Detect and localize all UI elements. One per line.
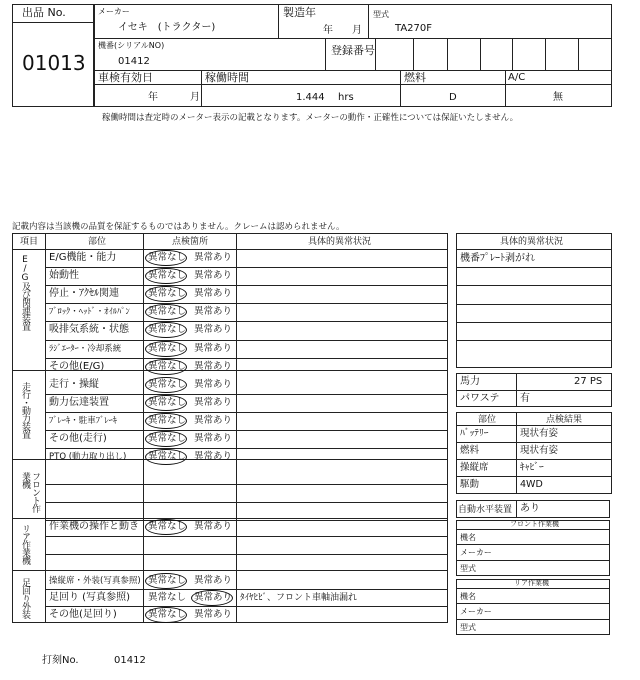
selected-status-marker xyxy=(145,519,187,535)
maker-label: メーカー xyxy=(98,7,130,16)
selected-status-marker xyxy=(145,413,187,429)
year-unit-year: 年 xyxy=(323,25,333,36)
status-ok: 異常なし xyxy=(148,379,187,390)
inspection-result: ｷｬﾋﾞｰ xyxy=(520,462,544,473)
status-ng: 異常あり xyxy=(194,521,233,532)
power-steering-value: 有 xyxy=(520,393,530,404)
status-ng: 異常あり xyxy=(194,433,233,444)
status-ng: 異常あり xyxy=(194,379,233,390)
status-ok: 異常なし xyxy=(148,342,187,354)
status-ok: 異常なし xyxy=(148,360,187,372)
part-label: PTO (動力取り出し) xyxy=(49,452,127,462)
part-label: 停止・ｱｸｾﾙ関連 xyxy=(49,288,119,300)
model-value: TA270F xyxy=(395,23,433,34)
inspection-month: 月 xyxy=(190,92,200,103)
rear-implement-title: リア作業機 xyxy=(514,579,549,587)
inspection-result: 現状有姿 xyxy=(520,428,559,439)
inspection-result: 現状有姿 xyxy=(520,445,559,456)
section-label: リア作業機 xyxy=(20,524,30,564)
status-ng: 異常あり xyxy=(194,592,233,603)
power-value: 27 PS xyxy=(574,376,603,387)
ac-label: A/C xyxy=(508,72,526,83)
rear-field-model: 型式 xyxy=(460,623,476,632)
row-divider xyxy=(45,285,448,286)
selected-status-marker xyxy=(145,431,187,447)
row-divider xyxy=(45,430,448,431)
section-label: 足回り外装 xyxy=(20,578,30,618)
col-part: 部位 xyxy=(88,237,107,247)
serial-value: 01412 xyxy=(118,56,150,67)
stamp-label: 打刻No. xyxy=(42,655,79,666)
part-label: ﾌﾞﾚｰｷ・駐車ﾌﾞﾚｰｷ xyxy=(49,416,118,426)
section-label: フロント作業機 xyxy=(20,472,40,512)
selected-status-marker xyxy=(145,341,187,357)
status-ng: 異常あり xyxy=(194,415,233,426)
status-ok: 異常なし xyxy=(148,397,187,408)
status-ok: 異常なし xyxy=(148,252,187,263)
status-ok: 異常なし xyxy=(148,324,187,336)
year-label: 製造年 xyxy=(283,6,316,19)
hours-label: 稼働時間 xyxy=(205,71,249,84)
hours-unit: hrs xyxy=(338,92,354,103)
selected-status-marker xyxy=(145,395,187,411)
status-ng: 異常あり xyxy=(194,397,233,408)
lot-label: 出品 No. xyxy=(22,6,66,19)
status-ok: 異常なし xyxy=(148,451,187,462)
col-detail: 具体的異常状況 xyxy=(308,237,372,247)
row-divider xyxy=(45,412,448,413)
status-ok: 異常なし xyxy=(148,415,187,426)
inspection-result: 4WD xyxy=(520,479,543,490)
row-divider xyxy=(45,554,448,555)
row-divider xyxy=(45,606,448,607)
inspection-part: 操縦席 xyxy=(460,462,489,473)
selected-status-marker xyxy=(145,377,187,393)
model-label: 型式 xyxy=(373,10,389,19)
status-ng: 異常あり xyxy=(194,324,233,336)
part-label: 操縦席・外装(写真参照) xyxy=(49,576,141,586)
auto-level-value: あり xyxy=(520,503,540,514)
status-ng: 異常あり xyxy=(194,342,233,354)
status-ng: 異常あり xyxy=(194,288,233,300)
status-ng: 異常あり xyxy=(194,451,233,462)
inspection-part: ﾊﾞｯﾃﾘｰ xyxy=(460,428,489,439)
hours-notice: 稼働時間は査定時のメーター表示の記載となります。メーターの動作・正確性については保証いたしません。 xyxy=(102,113,519,123)
inspection-label: 車検有効日 xyxy=(98,71,153,84)
status-ng: 異常あり xyxy=(194,252,233,263)
selected-status-marker xyxy=(145,573,187,589)
row-divider xyxy=(45,340,448,341)
serial-label: 機番(シリアルNO) xyxy=(98,41,165,50)
maker-value: イセキ (トラクター) xyxy=(118,22,216,33)
col-item: 項目 xyxy=(20,237,39,247)
col-check: 点検箇所 xyxy=(172,237,209,247)
row-divider xyxy=(45,394,448,395)
part-label: その他(走行) xyxy=(49,433,107,444)
status-ng: 異常あり xyxy=(194,609,233,620)
row-divider xyxy=(45,321,448,322)
part-label: E/G機能・能力 xyxy=(49,252,117,263)
status-ng: 異常あり xyxy=(194,306,233,318)
status-ok: 異常なし xyxy=(148,609,187,620)
section-label: E/G及び関連装置 xyxy=(20,255,30,330)
status-ng: 異常あり xyxy=(194,360,233,372)
status-ok: 異常なし xyxy=(148,592,187,603)
front-field-maker: メーカー xyxy=(460,548,492,557)
rear-field-name: 機名 xyxy=(460,592,476,601)
status-ok: 異常なし xyxy=(148,433,187,444)
row-divider xyxy=(45,303,448,304)
selected-status-marker xyxy=(145,449,187,465)
front-implement-title: フロント作業機 xyxy=(510,520,559,528)
section-divider xyxy=(12,518,448,519)
status-ok: 異常なし xyxy=(148,306,187,318)
part-label: ﾗｼﾞｴｰﾀｰ・冷却系統 xyxy=(49,343,122,354)
status-ng: 異常あり xyxy=(194,270,233,282)
selected-status-marker xyxy=(145,250,187,266)
selected-status-marker xyxy=(145,607,187,623)
auto-level-label: 自動水平装置 xyxy=(458,505,513,515)
row-divider xyxy=(45,448,448,449)
status-ok: 異常なし xyxy=(148,521,187,532)
part-label: 吸排気系統・状態 xyxy=(49,324,129,336)
part-label: ﾌﾞﾛｯｸ・ﾍｯﾄﾞ・ｵｲﾙﾊﾟﾝ xyxy=(49,307,130,318)
section-divider xyxy=(12,570,448,571)
front-field-name: 機名 xyxy=(460,533,476,542)
status-ok: 異常なし xyxy=(148,270,187,282)
fuel-value: D xyxy=(449,92,457,103)
result-col: 点検結果 xyxy=(546,415,583,425)
status-ok: 異常なし xyxy=(148,288,187,300)
status-ng: 異常あり xyxy=(194,575,233,586)
power-label: 馬力 xyxy=(460,376,480,387)
lot-number: 01013 xyxy=(22,51,86,75)
row-divider xyxy=(45,484,448,485)
power-steering-label: パワステ xyxy=(460,393,500,404)
inspection-part: 駆動 xyxy=(460,479,480,490)
row-divider xyxy=(45,502,448,503)
stamp-value: 01412 xyxy=(114,655,146,666)
part-label: その他(足回り) xyxy=(49,609,117,620)
section-label: 走行・動力装置 xyxy=(20,382,30,438)
detail-text: 機番ﾌﾟﾚｰﾄ剥がれ xyxy=(460,253,535,264)
part-label: 動力伝達装置 xyxy=(49,397,109,408)
row-divider xyxy=(45,536,448,537)
status-ok: 異常なし xyxy=(148,575,187,586)
ac-value: 無 xyxy=(553,92,563,103)
fuel-label: 燃料 xyxy=(404,71,426,84)
year-unit-month: 月 xyxy=(352,25,362,36)
selected-status-marker xyxy=(145,268,187,284)
inspection-part: 燃料 xyxy=(460,445,480,456)
row-divider xyxy=(45,267,448,268)
registration-label: 登録番号 xyxy=(331,44,375,57)
selected-status-marker xyxy=(191,590,233,606)
part-label: その他(E/G) xyxy=(49,360,105,372)
detail-header: 具体的異常状況 xyxy=(500,237,564,247)
part-label: 作業機の操作と動き xyxy=(49,521,139,532)
disclaimer: 記載内容は当該機の品質を保証するものではありません。クレームは認められません。 xyxy=(12,222,345,232)
hours-value: 1.444 xyxy=(296,92,325,103)
selected-status-marker xyxy=(145,359,187,375)
part-label: 走行・操縦 xyxy=(49,379,99,390)
front-field-model: 型式 xyxy=(460,564,476,573)
part-label: 足回り (写真参照) xyxy=(49,592,130,603)
part-col: 部位 xyxy=(478,415,497,425)
row-divider xyxy=(45,358,448,359)
row-divider xyxy=(45,589,448,590)
part-label: 始動性 xyxy=(49,270,79,282)
rear-field-maker: メーカー xyxy=(460,607,492,616)
inspection-year: 年 xyxy=(148,92,158,103)
detail-text: ﾀｲﾔﾋﾋﾞ、フロント車軸油漏れ xyxy=(240,593,358,603)
